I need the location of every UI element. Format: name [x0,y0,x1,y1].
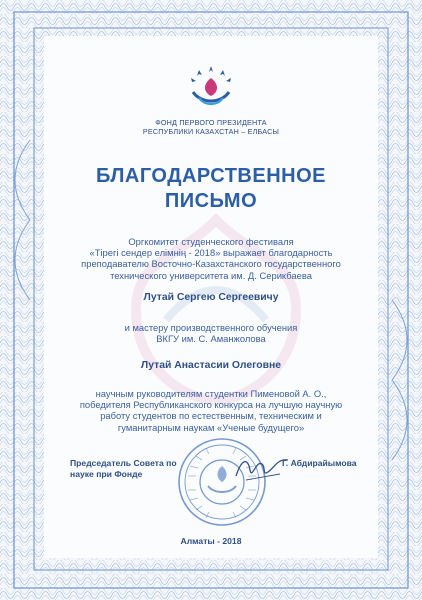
body-line-1: научным руководителям студентки Пименовой А. О., [95,388,327,399]
watermark-emblem [96,200,336,420]
intro-line-2: «Тірегі сендер елімнің - 2018» выражает благодарность [89,247,333,259]
intro-line-4: технического университета им. Д. Серикбаева [110,269,312,281]
middle-paragraph [60,322,362,344]
fund-name-line-2: РЕСПУБЛИКИ КАЗАХСТАН – ЕЛБАСЫ [142,127,280,136]
recipient-name-1: Лутай Сергею Сергеевичу [143,292,279,303]
place-and-year: Алматы - 2018 [180,536,242,546]
handwritten-signature [232,450,292,486]
signatory-position [70,458,180,480]
signatory-position-line-2: науке при Фонде [70,469,143,479]
body-paragraph [60,388,362,433]
fund-name-line-1: ФОНД ПЕРВОГО ПРЕЗИДЕНТА [155,118,267,127]
intro-line-3: преподавателю Восточно-Казахстанского государственного [81,258,341,270]
title-line-1: БЛАГОДАРСТВЕННОЕ [96,165,326,187]
signatory-position-line-1: Председатель Совета по [70,458,177,468]
fund-logo-icon [183,62,239,112]
middle-line-2: ВКГУ им. С. Аманжолова [156,333,266,345]
recipient-name-2: Лутай Анастасии Олеговне [140,360,282,371]
body-line-3: работу студентов по естественным, техническим и [100,410,322,422]
body-line-4: гуманитарным наукам «Ученые будущего» [117,421,305,433]
body-line-2: победителя Республиканского конкурса на лучшую научную [79,399,343,411]
fund-name [100,118,322,136]
signatory-name: Г. Абдирайымова [282,458,357,468]
intro-line-1: Оргкомитет студенческого фестиваля [128,236,294,247]
document-title [40,164,382,214]
middle-line-1: и мастеру производственного обучения [124,322,298,333]
title-line-2: ПИСЬМО [164,190,258,212]
intro-paragraph [60,236,362,281]
